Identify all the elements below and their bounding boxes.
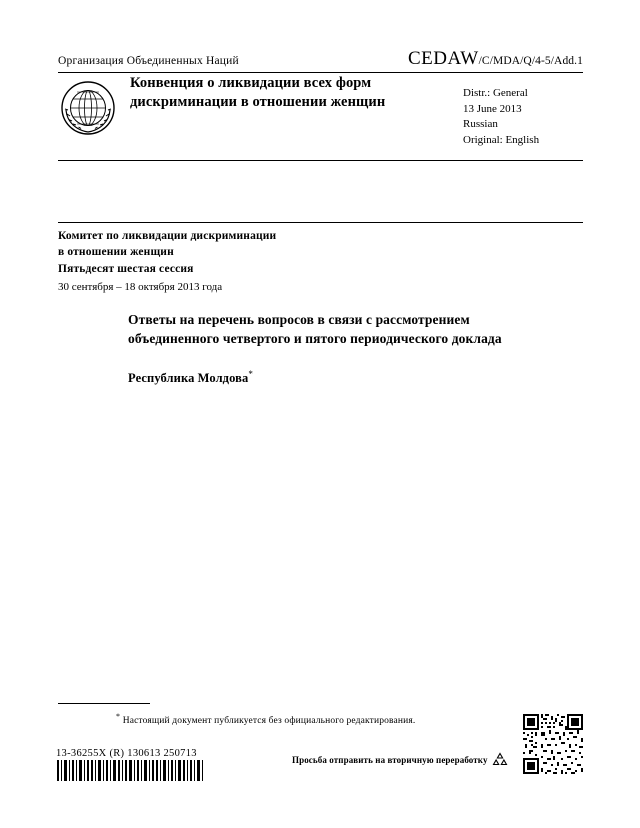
footnote-text: Настоящий документ публикуется без официального редактирования.: [122, 716, 416, 727]
title-divider: [58, 160, 583, 161]
footnote: [116, 712, 415, 726]
distribution-block: [463, 86, 539, 148]
distribution-date: 13 June 2013: [463, 102, 522, 115]
document-title: Ответы на перечень вопросов в связи с рассмотрением объединенного четвертого и пятого периодического доклада: [128, 312, 502, 347]
distribution-line: Distr.: General: [463, 87, 528, 99]
title-block: [58, 68, 583, 158]
un-emblem-icon: [60, 80, 116, 136]
distribution-original: Original: English: [463, 133, 540, 146]
header-top-row: [58, 48, 583, 70]
job-number: 13-36255X (R) 130613 250713: [56, 748, 197, 759]
document-symbol-suffix: /C/MDA/Q/4-5/Add.1: [478, 55, 583, 67]
barcode: [56, 760, 204, 781]
organization-name: Организация Объединенных Наций: [58, 55, 239, 67]
recycle-notice: Просьба отправить на вторичную переработку: [292, 755, 488, 765]
convention-title: Конвенция о ликвидации всех форм дискриминации в отношении женщин: [130, 75, 386, 110]
committee-divider: [58, 222, 583, 223]
footnote-marker: *: [116, 712, 121, 721]
document-country: [128, 369, 253, 386]
document-symbol: [408, 48, 583, 70]
qr-code: [521, 712, 585, 776]
distribution-language: Russian: [463, 118, 498, 131]
committee-name-line1: Комитет по ликвидации дискриминации: [58, 230, 277, 242]
session-dates: 30 сентября – 18 октября 2013 года: [58, 280, 223, 293]
document-symbol-prefix: CEDAW: [408, 48, 479, 69]
country-name: Республика Молдова: [128, 371, 249, 386]
committee-name-line2: в отношении женщин: [58, 246, 174, 259]
session-number: Пятьдесят шестая сессия: [58, 262, 194, 275]
recycle-icon: [492, 752, 508, 767]
footnote-divider: [58, 703, 150, 704]
committee-block: [58, 228, 583, 295]
country-footnote-marker: *: [248, 369, 253, 379]
